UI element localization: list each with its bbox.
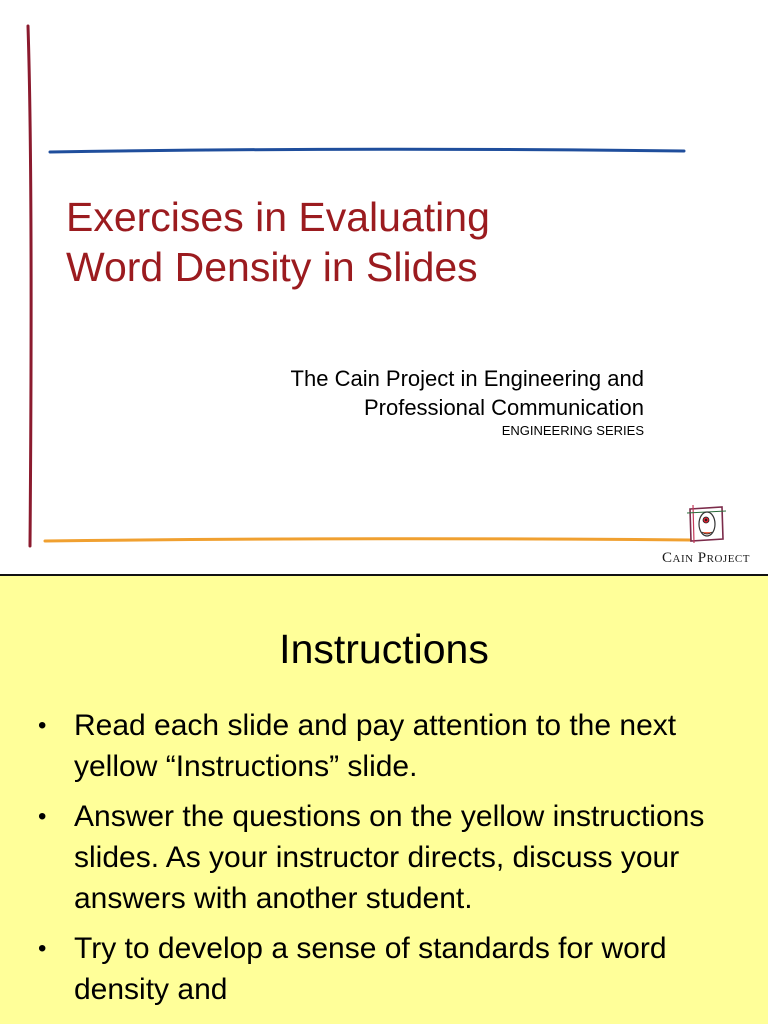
list-item bbox=[38, 928, 758, 1010]
bullet-icon: • bbox=[38, 803, 47, 830]
subtitle-line-2: Professional Communication bbox=[363, 395, 644, 420]
left-vertical-rule bbox=[28, 26, 31, 546]
list-item bbox=[38, 796, 758, 919]
cain-project-logo bbox=[650, 503, 762, 569]
face-icon bbox=[650, 503, 762, 549]
logo-text: Cain Project bbox=[662, 550, 750, 566]
bullet-icon: • bbox=[38, 712, 47, 739]
bullet-icon: • bbox=[38, 935, 47, 962]
list-item bbox=[38, 705, 758, 787]
instructions-slide bbox=[0, 576, 768, 1024]
title-line-1: Exercises in Evaluating bbox=[66, 194, 490, 240]
instructions-list bbox=[38, 705, 758, 1019]
bullet-text: Answer the questions on the yellow instructions slides. As your instructor directs, discuss your answers with another student. bbox=[74, 800, 705, 915]
series-label: ENGINEERING SERIES bbox=[501, 423, 644, 438]
slide-title bbox=[66, 192, 490, 292]
bottom-orange-rule bbox=[45, 539, 690, 541]
bullet-text: Try to develop a sense of standards for word density and bbox=[74, 932, 667, 1006]
bullet-text: Read each slide and pay attention to the next yellow “Instructions” slide. bbox=[74, 709, 677, 783]
slide-subtitle bbox=[291, 364, 644, 439]
top-blue-rule bbox=[50, 149, 684, 152]
subtitle-line-1: The Cain Project in Engineering and bbox=[290, 366, 644, 391]
instructions-title: Instructions bbox=[279, 626, 489, 672]
title-line-2: Word Density in Slides bbox=[66, 244, 478, 290]
